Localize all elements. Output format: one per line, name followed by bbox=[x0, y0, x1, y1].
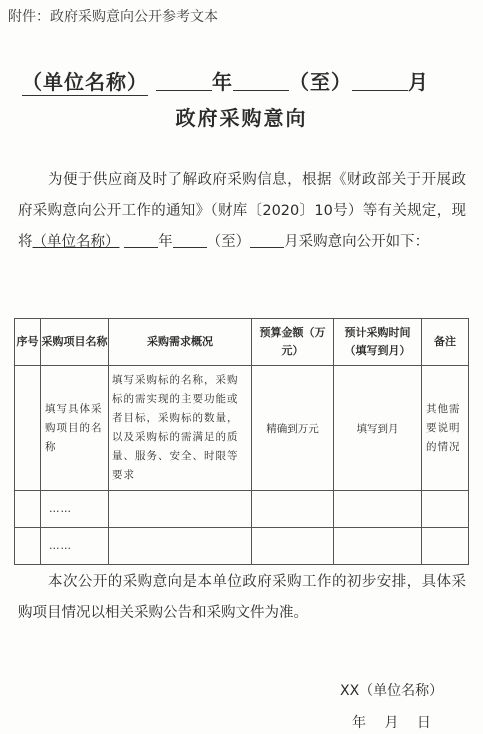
document-title: 政府采购意向 bbox=[175, 106, 308, 130]
header-seq: 序号 bbox=[15, 319, 41, 366]
header-budget: 预算金额（万元） bbox=[252, 319, 334, 366]
table-row bbox=[15, 528, 469, 565]
cell-time: 填写到月 bbox=[334, 366, 422, 491]
project-name-text: 填写具体采购项目的名称 bbox=[45, 402, 103, 453]
signature-date: 年 月 日 bbox=[352, 715, 431, 731]
document-title-line bbox=[22, 66, 462, 96]
procurement-table bbox=[14, 318, 469, 565]
intro-unit-name: （单位名称） bbox=[32, 234, 120, 250]
requirements-text: 填写采购标的名称，采购标的需实现的主要功能或者目标，采购标的数量，以及采购标的需满足的质量、服务、安全、时限等要求 bbox=[112, 374, 239, 481]
intro-text-1: 为便于供应商及时了解政府采购信息，根据《财政部关于开展政府采购意向公开工作的通知》（财库〔2020〕10号）等有关规定，现将 bbox=[18, 172, 466, 250]
cell-seq bbox=[15, 366, 41, 491]
title-year-blank bbox=[156, 72, 212, 91]
note-text: 其他需要说明的情况 bbox=[426, 402, 461, 453]
ellipsis-cell: …… bbox=[41, 491, 109, 528]
table-row bbox=[15, 491, 469, 528]
cell-project-name bbox=[41, 366, 109, 491]
table-row bbox=[15, 366, 469, 491]
title-year: 年 bbox=[211, 70, 233, 94]
intro-to: （至） bbox=[206, 234, 251, 250]
header-time: 预计采购时间（填写到月） bbox=[334, 319, 422, 366]
intro-paragraph bbox=[18, 165, 466, 258]
intro-month-blank-1 bbox=[173, 233, 207, 248]
intro-month-blank-2 bbox=[250, 233, 284, 248]
table-header-row bbox=[15, 319, 469, 366]
intro-year-blank bbox=[124, 233, 158, 248]
header-project-name: 采购项目名称 bbox=[41, 319, 109, 366]
cell-requirements bbox=[109, 366, 252, 491]
title-month-blank-1 bbox=[233, 72, 289, 91]
intro-text-2: 月采购意向公开如下： bbox=[284, 234, 430, 250]
title-unit-name: （单位名称） bbox=[22, 66, 148, 96]
title-month-blank-2 bbox=[352, 72, 408, 91]
signature-unit: XX（单位名称） bbox=[340, 683, 444, 699]
closing-paragraph: 本次公开的采购意向是本单位政府采购工作的初步安排，具体采购项目情况以相关采购公告和采购文件为准。 bbox=[18, 574, 466, 621]
cell-budget: 精确到万元 bbox=[252, 366, 334, 491]
title-to: （至） bbox=[288, 70, 352, 94]
header-note: 备注 bbox=[422, 319, 469, 366]
ellipsis-cell: …… bbox=[41, 528, 109, 565]
intro-year: 年 bbox=[158, 234, 173, 250]
cell-note bbox=[422, 366, 469, 491]
title-month: 月 bbox=[407, 70, 429, 94]
header-requirements: 采购需求概况 bbox=[109, 319, 252, 366]
attachment-label: 附件：政府采购意向公开参考文本 bbox=[8, 9, 218, 25]
